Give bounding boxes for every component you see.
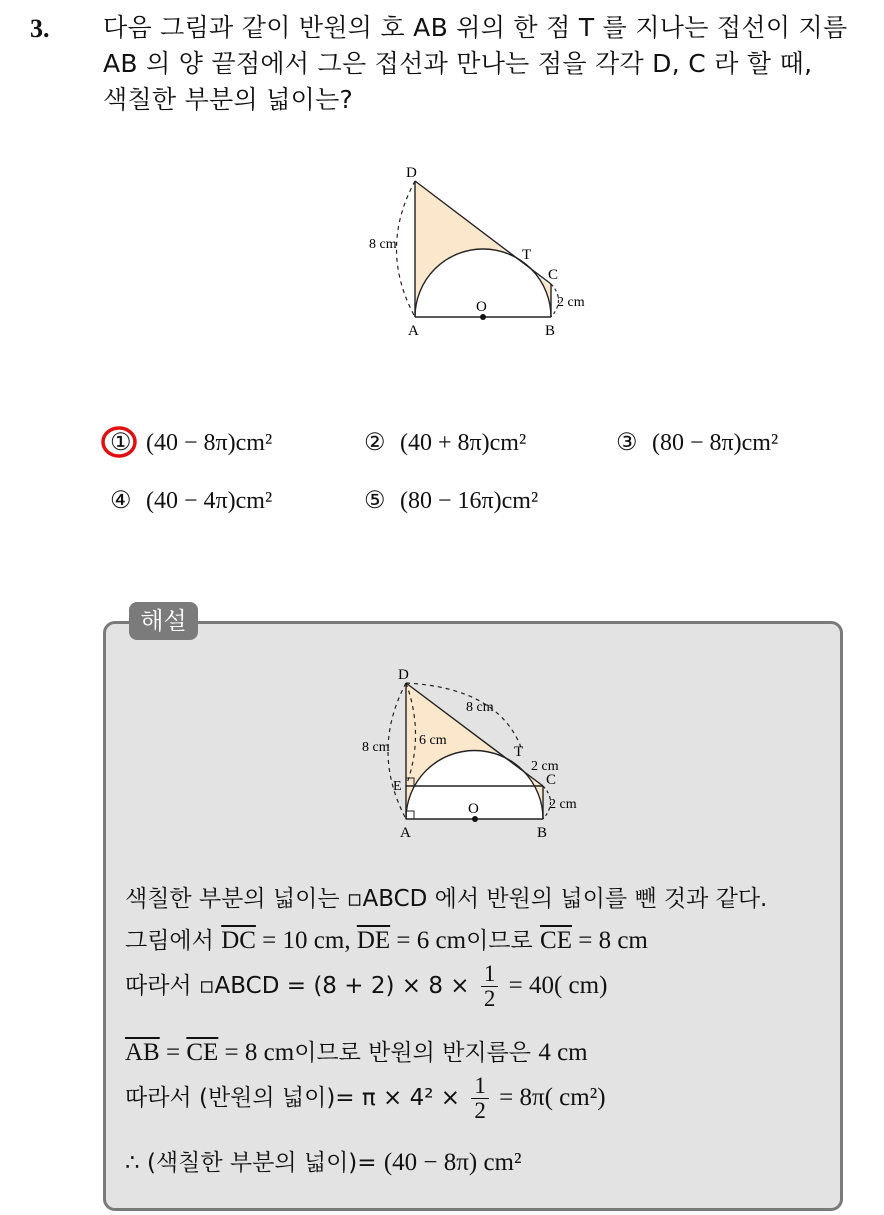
label-dt-length: 8 cm <box>466 700 494 715</box>
question-number: 3. <box>30 14 50 43</box>
text: 따라서 ▫ABCD = (8 + 2) × 8 × <box>125 973 477 999</box>
label-de-length: 6 cm <box>419 733 447 748</box>
label-bc-length: 2 cm <box>557 295 585 310</box>
label-d: D <box>406 165 417 181</box>
label-t: T <box>514 744 524 760</box>
numerator: 1 <box>481 962 499 987</box>
segment-ce: $\overline{CE}$ <box>540 927 572 954</box>
choice-4[interactable] <box>110 486 272 515</box>
label-e: E <box>393 779 402 794</box>
text: 이므로 반원의 반지름은 <box>294 1040 539 1066</box>
solution-line-3 <box>125 962 607 1011</box>
denominator: 2 <box>474 1098 486 1123</box>
label-ad-length: 8 cm <box>369 237 397 252</box>
choice-text: (80 − 16π)cm² <box>400 488 539 514</box>
solution-figure <box>350 660 600 845</box>
choice-mark: ⑤ <box>364 488 386 514</box>
label-c: C <box>546 772 557 788</box>
text: 그림에서 <box>125 928 222 954</box>
denominator: 2 <box>483 986 496 1011</box>
solution-line-4 <box>125 1034 588 1067</box>
label-tc-length: 2 cm <box>531 759 559 774</box>
choice-text: (40 − 4π)cm² <box>146 488 273 514</box>
label-t: T <box>522 247 532 263</box>
text: (40 − 8π) cm² <box>383 1149 522 1176</box>
segment-de: $\overline{DE}$ <box>356 927 391 954</box>
solution-line-1: 색칠한 부분의 넓이는 ▫ABCD 에서 반원의 넓이를 뺀 것과 같다. <box>125 886 768 912</box>
choice-mark: ② <box>364 430 386 456</box>
text: = 8π( cm²) <box>492 1084 606 1111</box>
choice-3[interactable] <box>616 428 778 457</box>
question-line: 색칠한 부분의 넓이는? <box>103 85 354 114</box>
solution-line-5 <box>125 1074 606 1123</box>
question-line: AB 의 양 끝점에서 그은 접선과 만나는 점을 각각 D, C 라 할 때, <box>103 49 813 78</box>
segment-ab: $\overline{AB}$ <box>125 1039 160 1066</box>
choice-mark: ① <box>110 430 132 456</box>
text: = 8 cm <box>571 927 648 954</box>
text: 이므로 <box>466 928 541 954</box>
solution-line-2 <box>125 922 648 955</box>
text: 4 cm <box>538 1039 588 1066</box>
label-d: D <box>398 667 409 683</box>
choice-text: (80 − 8π)cm² <box>652 430 779 456</box>
text: = 10 cm, <box>255 927 357 954</box>
text: = 6 cm <box>390 927 467 954</box>
fraction <box>471 1074 489 1123</box>
label-c: C <box>548 267 559 283</box>
label-b: B <box>545 323 556 339</box>
label-a: A <box>400 825 411 841</box>
numerator: 1 <box>471 1074 489 1099</box>
text: ∴ (색칠한 부분의 넓이)= <box>125 1150 384 1176</box>
label-ad-length: 8 cm <box>362 740 390 755</box>
choice-5[interactable] <box>364 486 538 515</box>
choice-text: (40 + 8π)cm² <box>400 430 527 456</box>
segment-ce: $\overline{CE}$ <box>186 1039 219 1066</box>
label-b: B <box>537 825 548 841</box>
choice-2[interactable] <box>364 428 526 457</box>
choice-mark: ③ <box>616 430 638 456</box>
question-line: 다음 그림과 같이 반원의 호 AB 위의 한 점 T 를 지나는 접선이 지름 <box>103 13 848 42</box>
choice-mark: ④ <box>110 488 132 514</box>
text: = 8 cm <box>218 1039 295 1066</box>
fraction <box>481 962 499 1011</box>
question-text <box>103 10 863 118</box>
label-a: A <box>408 323 419 339</box>
text: 따라서 (반원의 넓이)= π × 4² × <box>125 1085 468 1111</box>
question-figure <box>355 155 605 345</box>
segment-dc: $\overline{DC}$ <box>221 927 256 954</box>
label-o: O <box>476 299 487 315</box>
text: = <box>159 1039 187 1066</box>
solution-line-6 <box>125 1144 522 1177</box>
choice-text: (40 − 8π)cm² <box>146 430 273 456</box>
label-bc-length: 2 cm <box>549 797 577 812</box>
text: = 40( cm) <box>502 972 608 999</box>
choice-1[interactable] <box>110 428 272 457</box>
label-o: O <box>468 801 479 817</box>
solution-tag: 해설 <box>129 602 198 640</box>
